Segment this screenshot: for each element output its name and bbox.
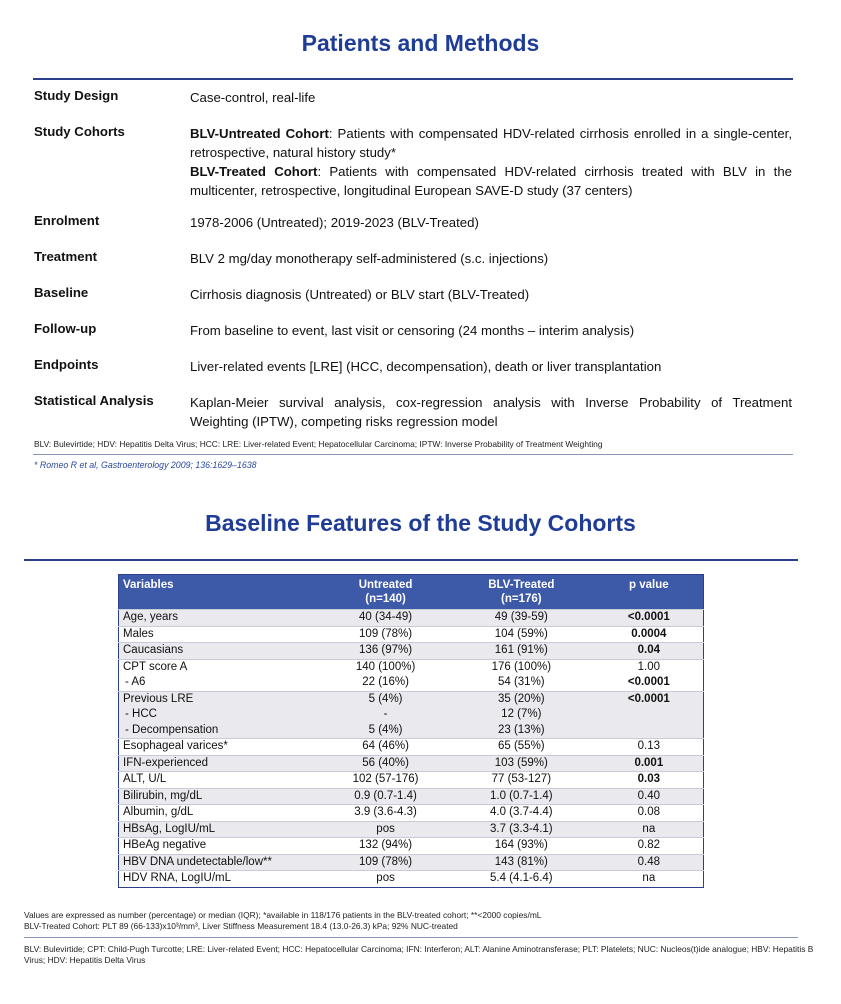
- cell-untreated: [323, 871, 448, 888]
- cell-variable-line: Caucasians: [123, 644, 184, 656]
- cell-treated-line: 23 (13%): [497, 723, 545, 736]
- abbreviations-section1: BLV: Bulevirtide; HDV: Hepatitis Delta Virus; HCC: LRE: Liver-related Event; Hepatocellular Carcinoma; IPTW: Inverse Probability of Treatment Weighting: [34, 439, 603, 449]
- table-header-row: [119, 575, 704, 610]
- baseline-features-table: [118, 574, 704, 888]
- header-treated: BLV-Treated (n=176): [448, 575, 595, 610]
- cell-pvalue: [595, 659, 704, 691]
- cell-treated-line: 65 (55%): [497, 740, 545, 752]
- cell-untreated-line: 109 (78%): [359, 855, 413, 868]
- table-row: [119, 788, 704, 805]
- cell-pvalue-line: 0.04: [637, 644, 661, 656]
- cell-untreated-line: pos: [376, 872, 395, 884]
- cell-variable: [119, 643, 324, 660]
- cell-pvalue: [595, 739, 704, 756]
- cell-pvalue-line: [599, 707, 699, 723]
- cell-untreated: [323, 659, 448, 691]
- cell-variable: [119, 821, 324, 838]
- title-rule: [33, 78, 793, 80]
- cell-variable: [119, 755, 324, 772]
- cell-variable-line: IFN-experienced: [123, 756, 209, 769]
- cell-treated-line: 3.7 (3.3-4.1): [489, 822, 553, 835]
- row-label: Treatment: [34, 249, 98, 264]
- cell-untreated: [323, 755, 448, 772]
- table-row: [119, 643, 704, 660]
- cell-variable-line: Albumin, g/dL: [123, 806, 194, 818]
- cell-treated-line: 35 (20%): [497, 692, 545, 705]
- cell-pvalue-line: 0.08: [637, 806, 661, 818]
- cell-variable: [119, 788, 324, 805]
- cell-untreated-line: 109 (78%): [359, 627, 413, 640]
- cell-pvalue-line: [599, 723, 699, 739]
- cell-untreated: [323, 805, 448, 822]
- cell-treated: [448, 838, 595, 855]
- cell-untreated: [323, 838, 448, 855]
- row-value: Cirrhosis diagnosis (Untreated) or BLV start (BLV-Treated): [190, 287, 530, 302]
- header-untreated: Untreated (n=140): [323, 575, 448, 610]
- row-value: 1978-2006 (Untreated); 2019-2023 (BLV-Treated): [190, 215, 479, 230]
- cell-treated-line: 143 (81%): [494, 855, 548, 868]
- cell-variable-line: - A6: [125, 676, 146, 688]
- cell-treated: [448, 821, 595, 838]
- cell-treated: [448, 871, 595, 888]
- cell-treated-line: 164 (93%): [494, 839, 548, 851]
- cell-pvalue: [595, 838, 704, 855]
- cell-untreated-line: 136 (97%): [359, 644, 413, 656]
- cell-untreated-line: 3.9 (3.6-4.3): [354, 806, 417, 818]
- cell-pvalue: [595, 772, 704, 789]
- cell-treated: [448, 659, 595, 691]
- cell-variable: [119, 739, 324, 756]
- cell-treated-line: 161 (91%): [494, 644, 548, 656]
- cell-treated: [448, 772, 595, 789]
- cell-untreated: [323, 626, 448, 643]
- cell-treated: [448, 788, 595, 805]
- cell-pvalue: [595, 854, 704, 871]
- cell-treated-line: 12 (7%): [501, 708, 542, 720]
- cell-treated: [448, 643, 595, 660]
- cell-variable-line: Males: [123, 627, 154, 640]
- cell-pvalue: [595, 788, 704, 805]
- cell-treated: [448, 610, 595, 627]
- cell-variable-line: - HCC: [125, 708, 157, 720]
- row-label: Enrolment: [34, 213, 100, 228]
- cell-pvalue-line: 0.0004: [631, 627, 667, 640]
- cell-treated: [448, 739, 595, 756]
- cohort-untreated: BLV-Untreated Cohort: Patients with compensated HDV-related cirrhosis enrolled in a single-center, retrospective, natural history study*: [190, 126, 792, 160]
- table-row: [119, 772, 704, 789]
- cell-treated: [448, 755, 595, 772]
- header-variables: Variables: [119, 575, 324, 610]
- title-rule-2: [24, 559, 798, 561]
- cell-pvalue-line: 0.48: [637, 855, 661, 868]
- cell-variable: [119, 805, 324, 822]
- cell-treated-line: 4.0 (3.7-4.4): [489, 806, 553, 818]
- cell-treated-line: 54 (31%): [497, 676, 545, 688]
- cell-untreated: [323, 821, 448, 838]
- cell-pvalue-line: <0.0001: [627, 611, 670, 623]
- cell-variable-line: HDV RNA, LogIU/mL: [123, 872, 232, 884]
- cell-pvalue-line: 0.82: [637, 839, 661, 851]
- cell-variable: [119, 871, 324, 888]
- cell-untreated: [323, 739, 448, 756]
- section-title-baseline-features: Baseline Features of the Study Cohorts: [205, 510, 636, 536]
- cell-pvalue-line: 0.001: [634, 756, 664, 769]
- row-value: [190, 124, 792, 200]
- cell-variable-line: Bilirubin, mg/dL: [123, 789, 203, 802]
- cell-variable-line: Previous LRE: [123, 692, 194, 705]
- abbreviations-section2: BLV: Bulevirtide; CPT: Child-Pugh Turcotte; LRE: Liver-related Event; HCC: Hepatocellular Carcinoma; IFN: Interferon; ALT: Alanine Aminotransferase; PLT: Platelets; NUC: Nucleos(t)ide analogue; HBV: Hepatitis B Virus; HDV: Hepatitis Delta Virus: [24, 944, 814, 965]
- table-row: [119, 626, 704, 643]
- cell-untreated-line: 64 (46%): [362, 740, 409, 752]
- table-row: [119, 871, 704, 888]
- table-row: [119, 755, 704, 772]
- cell-untreated-line: -: [383, 708, 388, 720]
- cell-untreated: [323, 854, 448, 871]
- cell-variable: [119, 772, 324, 789]
- row-value: From baseline to event, last visit or censoring (24 months – interim analysis): [190, 323, 635, 338]
- cell-treated: [448, 626, 595, 643]
- cell-untreated-line: 0.9 (0.7-1.4): [354, 789, 417, 802]
- cell-pvalue-line: 0.13: [637, 740, 661, 752]
- cell-variable-line: HBV DNA undetectable/low**: [123, 855, 272, 868]
- cell-treated-line: 104 (59%): [494, 627, 548, 640]
- row-value: Case-control, real-life: [190, 90, 316, 105]
- cell-untreated-line: 102 (57-176): [352, 773, 419, 785]
- section-title-patients-methods: Patients and Methods: [301, 30, 540, 56]
- cell-treated-line: 49 (39-59): [494, 611, 548, 623]
- table-note-2: BLV-Treated Cohort: PLT 89 (66-133)x10³/mm³, Liver Stiffness Measurement 18.4 (13.0-26.3) kPa; 92% NUC-treated: [24, 921, 458, 931]
- cell-treated-line: 77 (53-127): [491, 773, 552, 785]
- cell-variable: [119, 626, 324, 643]
- row-label: Baseline: [34, 285, 89, 300]
- row-label: Study Design: [34, 88, 119, 103]
- reference: * Romeo R et al, Gastroenterology 2009; 136:1629–1638: [34, 460, 257, 470]
- cell-untreated-line: pos: [376, 822, 395, 835]
- cell-treated-line: 1.0 (0.7-1.4): [489, 789, 553, 802]
- cell-untreated-line: 22 (16%): [362, 676, 409, 688]
- cell-variable-line: HBsAg, LogIU/mL: [123, 822, 216, 835]
- cell-pvalue-line: 0.03: [637, 773, 661, 785]
- cell-pvalue: [595, 643, 704, 660]
- table-note-1: Values are expressed as number (percentage) or median (IQR); *available in 118/176 patients in the BLV-treated cohort; **<2000 copies/mL: [24, 910, 542, 920]
- cell-pvalue: [595, 755, 704, 772]
- cell-treated: [448, 691, 595, 739]
- cell-variable: [119, 610, 324, 627]
- cell-untreated-line: 56 (40%): [362, 756, 409, 769]
- row-label: Statistical Analysis: [34, 393, 154, 408]
- cell-pvalue: [595, 871, 704, 888]
- cell-variable: [119, 854, 324, 871]
- cell-untreated: [323, 691, 448, 739]
- cell-untreated: [323, 610, 448, 627]
- cell-pvalue: [595, 626, 704, 643]
- row-value: Liver-related events [LRE] (HCC, decompensation), death or liver transplantation: [190, 359, 662, 374]
- cell-untreated-line: 40 (34-49): [359, 611, 413, 623]
- header-pvalue: p value: [595, 575, 704, 610]
- cell-pvalue: [595, 821, 704, 838]
- row-value: BLV 2 mg/day monotherapy self-administered (s.c. injections): [190, 251, 549, 266]
- row-label: Endpoints: [34, 357, 99, 372]
- cell-variable-line: CPT score A: [123, 660, 188, 673]
- cohort-treated: BLV-Treated Cohort: Patients with compensated HDV-related cirrhosis treated with BLV in the multicenter, retrospective, longitudinal European SAVE-D study (37 centers): [190, 164, 792, 198]
- footnote-rule: [33, 454, 793, 455]
- cell-pvalue-line: <0.0001: [627, 676, 670, 688]
- row-label: Study Cohorts: [34, 124, 125, 139]
- cell-pvalue: [595, 691, 704, 739]
- table-row: [119, 805, 704, 822]
- cell-untreated: [323, 643, 448, 660]
- cell-treated: [448, 805, 595, 822]
- cell-pvalue: [595, 805, 704, 822]
- cell-variable-line: Esophageal varices*: [123, 740, 228, 752]
- cell-treated: [448, 854, 595, 871]
- cell-pvalue-line: na: [642, 872, 656, 884]
- table-row: [119, 691, 704, 739]
- table-row: [119, 739, 704, 756]
- table-row: [119, 838, 704, 855]
- cell-treated-line: 176 (100%): [491, 660, 552, 673]
- cell-pvalue: [595, 610, 704, 627]
- cell-variable: [119, 838, 324, 855]
- cell-variable-line: Age, years: [123, 611, 178, 623]
- table-row: [119, 821, 704, 838]
- cell-pvalue-line: <0.0001: [627, 692, 670, 705]
- cell-untreated-line: 140 (100%): [355, 660, 416, 673]
- footnote-rule-2: [24, 937, 798, 938]
- table-row: [119, 659, 704, 691]
- cell-pvalue-line: na: [642, 822, 656, 835]
- row-value: Kaplan-Meier survival analysis, cox-regression analysis with Inverse Probability of Treatment Weighting (IPTW), competing risks regression model: [190, 395, 792, 429]
- cell-untreated-line: 5 (4%): [368, 692, 403, 705]
- cell-untreated-line: 132 (94%): [359, 839, 413, 851]
- cell-variable-line: HBeAg negative: [123, 839, 207, 851]
- cell-variable: [119, 691, 324, 739]
- cell-pvalue-line: 0.40: [637, 789, 661, 802]
- cell-treated-line: 5.4 (4.1-6.4): [489, 872, 553, 884]
- cell-treated-line: 103 (59%): [494, 756, 548, 769]
- cell-variable: [119, 659, 324, 691]
- cell-untreated: [323, 772, 448, 789]
- cell-untreated: [323, 788, 448, 805]
- cell-pvalue-line: 1.00: [637, 660, 661, 673]
- row-label: Follow-up: [34, 321, 97, 336]
- table-row: [119, 854, 704, 871]
- cell-variable-line: - Decompensation: [125, 723, 219, 736]
- table-row: [119, 610, 704, 627]
- cell-untreated-line: 5 (4%): [368, 723, 403, 736]
- cell-variable-line: ALT, U/L: [123, 773, 167, 785]
